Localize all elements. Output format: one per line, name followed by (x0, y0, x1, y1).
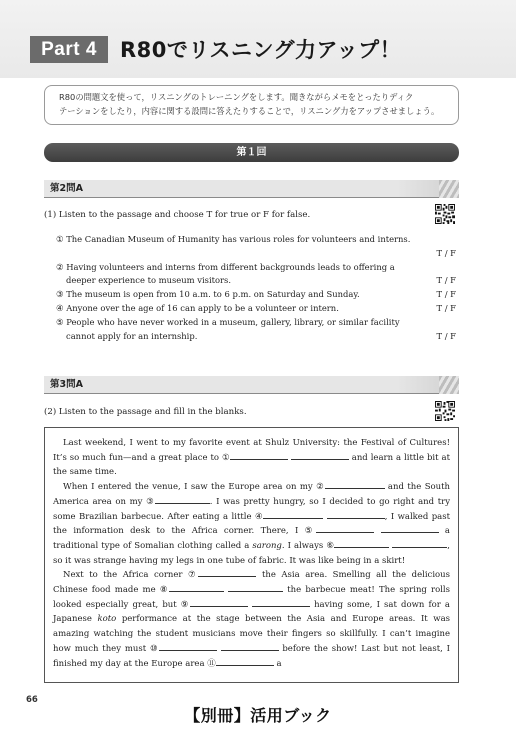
footer-title: 【別冊】活用ブック (184, 706, 332, 725)
blank-field[interactable] (155, 495, 210, 504)
blank-field[interactable] (327, 510, 385, 519)
blank-field[interactable] (263, 510, 323, 519)
intro-box (44, 85, 459, 125)
blank-field[interactable] (381, 524, 439, 533)
qr-code-icon[interactable] (435, 401, 455, 421)
blank-field[interactable] (334, 539, 389, 548)
blank-field[interactable] (316, 524, 374, 533)
blank-field[interactable] (190, 598, 248, 607)
heading-stripe (439, 376, 459, 394)
blank-field[interactable] (325, 480, 385, 489)
heading-stripe (439, 180, 459, 198)
paragraph-2: When I entered the venue, I saw the Europe area on my ② and the South America area on my ③ . I was pretty hungry, so I decided to go right and try some Brazilian barbecue. After eating a little ④ , I walked past the information desk to the Africa corner. There, I ⑤ a traditional type of Somalian clothing called a sarong. I always ⑥ , so it was strange having my legs in one tube of fabric. It was like being in a skirt! (53, 482, 450, 566)
paragraph-3: Next to the Africa corner ⑦ the Asia area. Smelling all the delicious Chinese food made me ⑧ the barbecue meat! The spring rolls looked especially great, but ⑨ having some, I sat down for a Japanese koto performance at the stage between the Asia and Europe areas. It was amazing watching the student musicians move their fingers so skillfully. I can’t imagine how much they must ⑩ before the show! Last but not least, I finished my day at the Europe area ⑪ a (53, 570, 451, 669)
tf-choice[interactable]: T / F (436, 302, 456, 313)
part-label: Part 4 (30, 36, 108, 63)
fill-in-passage (44, 427, 459, 683)
tf-choice[interactable]: T / F (436, 289, 456, 300)
tf-item-list (56, 233, 459, 343)
list-item: ① The Canadian Museum of Humanity has various roles for volunteers and interns. T / F (56, 233, 459, 261)
intro-line-2: テーションをしたり，内容に関する設問に答えたりすることで，リスニング力をアップさせましょう。 (59, 106, 440, 116)
list-item: ④ Anyone over the age of 16 can apply to be a volunteer or intern. T / F (56, 302, 459, 316)
list-item: ③ The museum is open from 10 a.m. to 6 p.m. on Saturday and Sunday. T / F (56, 288, 459, 302)
tf-choice[interactable]: T / F (436, 247, 456, 258)
blank-field[interactable] (159, 642, 217, 651)
paragraph-1: Last weekend, I went to my favorite event at Shulz University: the Festival of Cultures! It’s so much fun—and a great place to ① and learn a little bit at the same time. (53, 438, 451, 478)
blank-field[interactable] (230, 451, 288, 460)
instruction-2: (2) Listen to the passage and fill in the blanks. (44, 407, 247, 417)
blank-field[interactable] (252, 598, 310, 607)
blank-field[interactable] (291, 451, 349, 460)
blank-field[interactable] (221, 642, 279, 651)
round-label: 第１回 (44, 143, 459, 162)
blank-field[interactable] (198, 568, 256, 577)
page-number: 66 (26, 695, 38, 705)
section-heading-2a (44, 180, 459, 198)
blank-field[interactable] (228, 583, 283, 592)
section-heading-text: 第3問A (50, 379, 83, 390)
tf-choice[interactable]: T / F (436, 330, 456, 341)
tf-choice[interactable]: T / F (436, 275, 456, 286)
section-heading-3a (44, 376, 459, 394)
section-heading-text: 第2問A (50, 183, 83, 194)
list-item: ⑤ People who have never worked in a museum, gallery, library, or similar facility cannot apply for an internship. T / F (56, 316, 459, 344)
blank-field[interactable] (169, 583, 224, 592)
page-title: R80でリスニング力アップ！ (120, 38, 402, 62)
instruction-1: (1) Listen to the passage and choose T for true or F for false. (44, 210, 311, 220)
qr-code-icon[interactable] (435, 204, 455, 224)
intro-line-1: R80の問題文を使って，リスニングのトレーニングをします。聞きながらメモをとったりディク (59, 92, 414, 102)
list-item: ② Having volunteers and interns from different backgrounds leads to offering a deeper experience to museum visitors. T / F (56, 261, 459, 289)
blank-field[interactable] (216, 657, 274, 666)
blank-field[interactable] (392, 539, 447, 548)
